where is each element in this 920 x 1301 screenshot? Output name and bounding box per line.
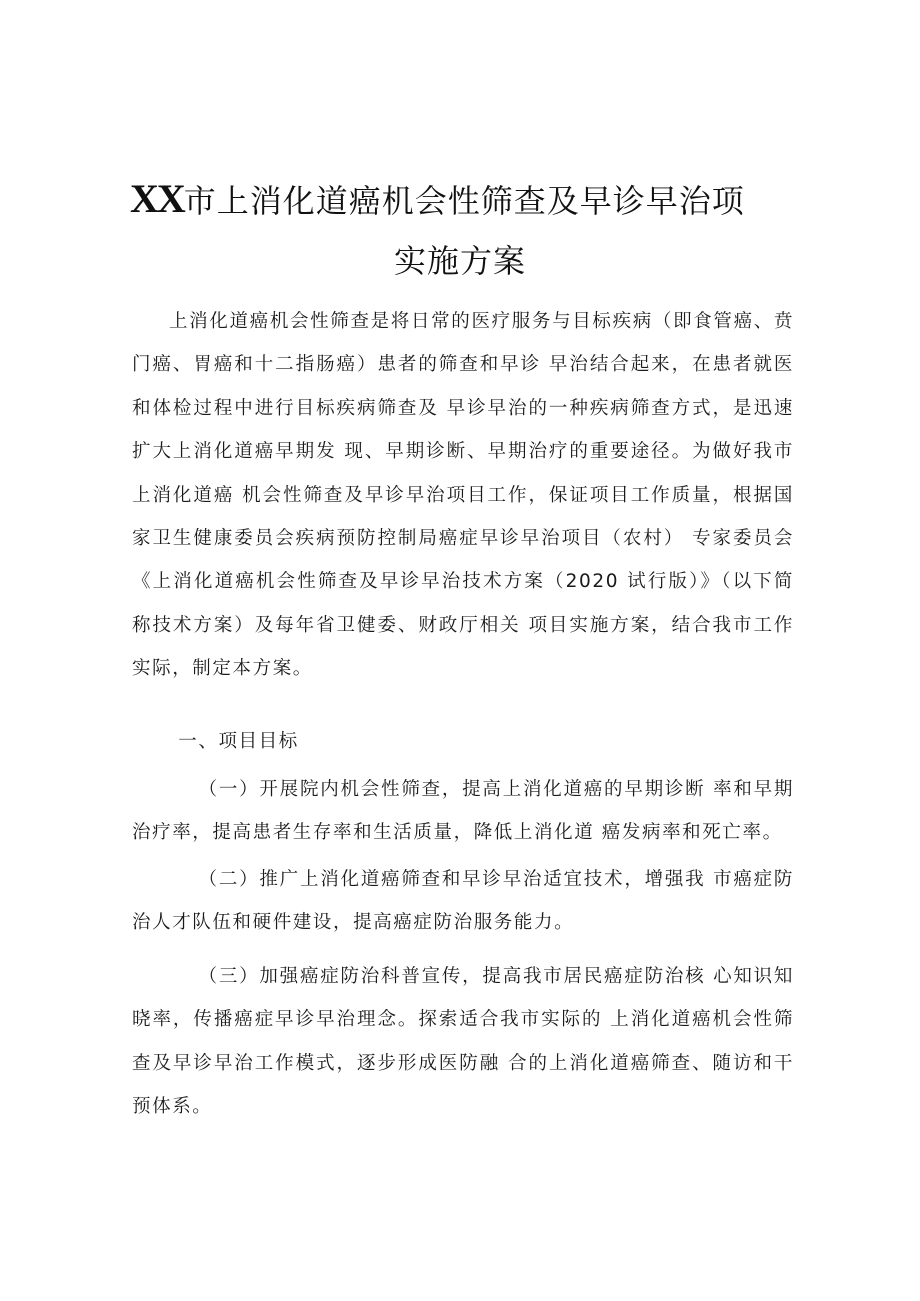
section-1-item-3 <box>132 955 794 1129</box>
intro-section <box>132 300 794 691</box>
document-title-line-1 <box>130 175 790 222</box>
title-city-placeholder: XX <box>130 176 184 221</box>
title-line-1-text: 市上消化道癌机会性筛查及早诊早治项 <box>183 182 745 220</box>
section-1-item-2-text: （二）推广上消化道癌筛查和早诊早治适宜技术，增强我 市癌症防治人才队伍和硬件建设，提高癌症防治服务能力。 <box>132 869 794 934</box>
section-1-heading: 一、项目目标 <box>178 731 299 752</box>
section-1-item-2 <box>132 858 794 945</box>
section-1-item-1-text: （一）开展院内机会性筛查，提高上消化道癌的早期诊断 率和早期治疗率，提高患者生存率和生活质量，降低上消化道 癌发病率和死亡率。 <box>132 779 794 844</box>
intro-paragraph: 上消化道癌机会性筛查是将日常的医疗服务与目标疾病（即食管癌、贲门癌、胃癌和十二指肠癌）患者的筛查和早诊 早治结合起来，在患者就医和体检过程中进行目标疾病筛查及 早诊早治的一种疾病筛查方式，是迅速扩大上消化道癌早期发 现、早期诊断、早期治疗的重要途径。为做好我市上消化道癌 机会性筛查及早诊早治项目工作，保证项目工作质量，根据国家卫生健康委员会疾病预防控制局癌症早诊早治项目（农村） 专家委员会《上消化道癌机会性筛查及早诊早治技术方案（2020 试行版）》（以下简称技术方案）及每年省卫健委、财政厅相关 项目实施方案，结合我市工作实际，制定本方案。 <box>132 311 794 680</box>
section-1-item-1 <box>132 768 794 855</box>
document-title-line-2: 实施方案 <box>393 242 526 280</box>
section-1-item-3-text: （三）加强癌症防治科普宣传，提高我市居民癌症防治核 心知识知晓率，传播癌症早诊早治理念。探索适合我市实际的 上消化道癌机会性筛查及早诊早治工作模式，逐步形成医防融 合的上消化道癌筛查、随访和干预体系。 <box>132 966 794 1118</box>
